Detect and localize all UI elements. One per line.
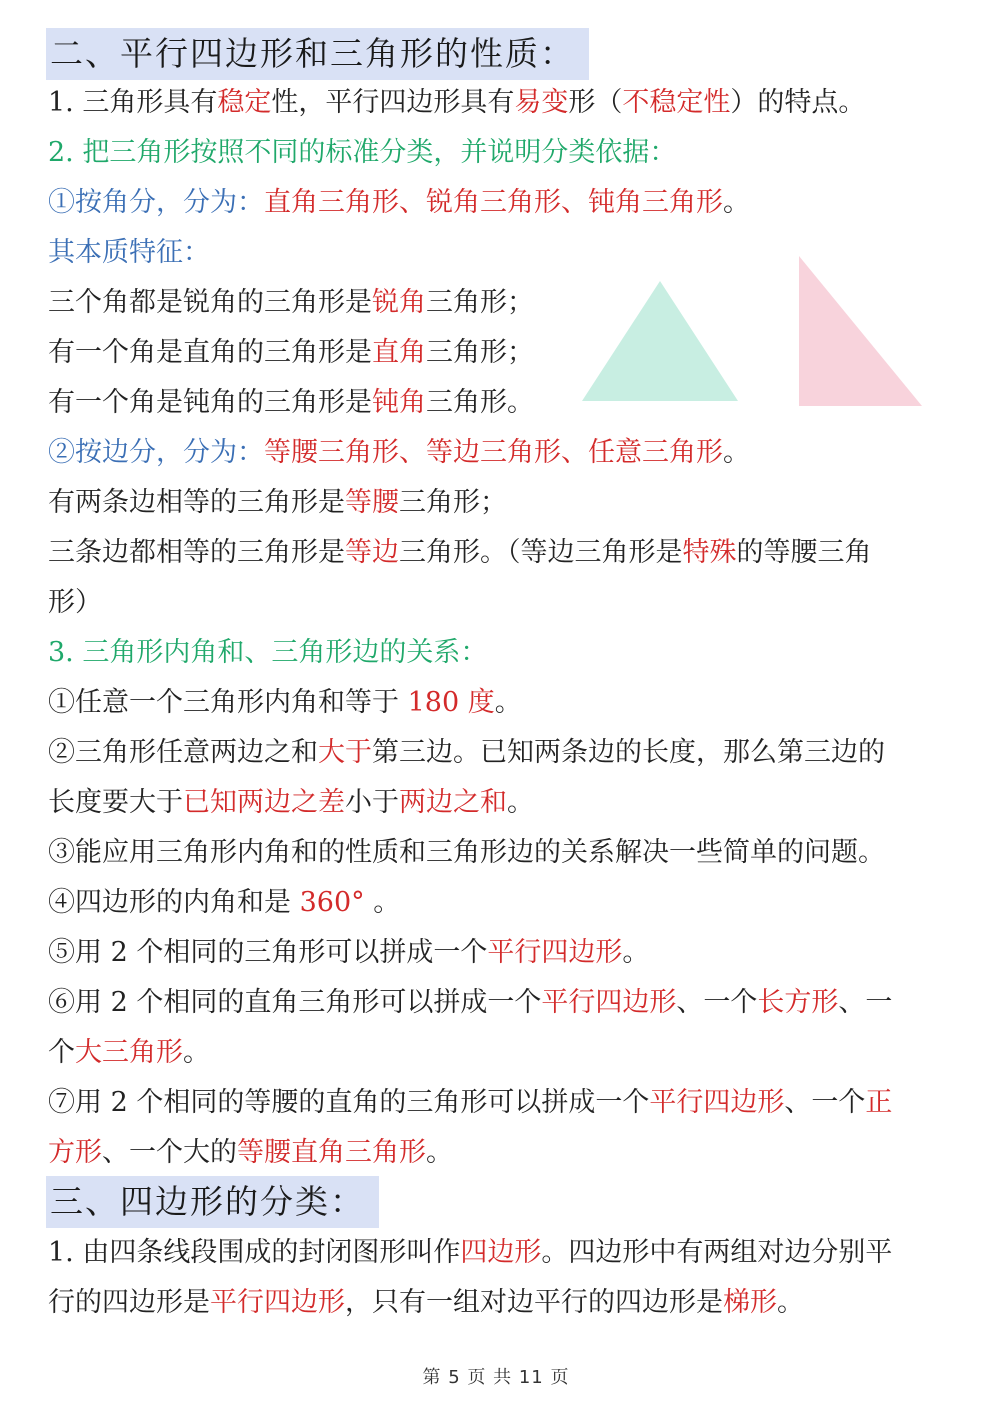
section3-heading: 三、四边形的分类： <box>46 1176 379 1228</box>
by-side-line: ②按边分，分为：等腰三角形、等边三角形、任意三角形。 <box>48 437 750 468</box>
compose-line-7: ⑦用 2 个相同的等腰的直角的三角形可以拼成一个平行四边形、一个正 <box>48 1087 893 1118</box>
property-line-1: 1. 三角形具有稳定性，平行四边形具有易变形（不稳定性）的特点。 <box>48 87 866 118</box>
obtuse-definition: 有一个角是钝角的三角形是钝角三角形。 <box>48 387 534 418</box>
quadrilateral-definition-cont: 行的四边形是平行四边形，只有一组对边平行的四边形是梯形。 <box>48 1287 804 1318</box>
acute-triangle-shape <box>582 281 738 401</box>
compose-line-6-cont: 个大三角形。 <box>48 1037 210 1068</box>
angle-sum-line: ①任意一个三角形内角和等于 180 度。 <box>48 687 522 718</box>
compose-line-5: ⑤用 2 个相同的三角形可以拼成一个平行四边形。 <box>48 937 650 968</box>
right-triangle-shape <box>799 256 922 406</box>
compose-line-7-cont: 方形、一个大的等腰直角三角形。 <box>48 1137 453 1168</box>
quadrilateral-angle-sum-line: ④四边形的内角和是 360° 。 <box>48 887 401 918</box>
application-line: ③能应用三角形内角和的性质和三角形边的关系解决一些简单的问题。 <box>48 837 885 868</box>
isosceles-definition: 有两条边相等的三角形是等腰三角形； <box>48 487 507 518</box>
classification-subheading: 2. 把三角形按照不同的标准分类，并说明分类依据： <box>48 137 677 168</box>
compose-line-6: ⑥用 2 个相同的直角三角形可以拼成一个平行四边形、一个长方形、一 <box>48 987 893 1018</box>
section2-heading: 二、平行四边形和三角形的性质： <box>46 28 589 80</box>
equilateral-definition-cont: 形） <box>48 587 102 618</box>
side-relation-line-cont: 长度要大于已知两边之差小于两边之和。 <box>48 787 534 818</box>
acute-definition: 三个角都是锐角的三角形是锐角三角形； <box>48 287 534 318</box>
equilateral-definition: 三条边都相等的三角形是等边三角形。（等边三角形是特殊的等腰三角 <box>48 537 872 568</box>
right-definition: 有一个角是直角的三角形是直角三角形； <box>48 337 534 368</box>
quadrilateral-definition: 1. 由四条线段围成的封闭图形叫作四边形。四边形中有两组对边分别平 <box>48 1237 893 1268</box>
by-angle-line: ①按角分，分为：直角三角形、锐角三角形、钝角三角形。 <box>48 187 750 218</box>
page-number-footer: 第 5 页 共 11 页 <box>422 1367 570 1388</box>
angle-sum-subheading: 3. 三角形内角和、三角形边的关系： <box>48 637 488 668</box>
side-relation-line: ②三角形任意两边之和大于第三边。已知两条边的长度，那么第三边的 <box>48 737 885 768</box>
essential-features-label: 其本质特征： <box>48 237 210 268</box>
